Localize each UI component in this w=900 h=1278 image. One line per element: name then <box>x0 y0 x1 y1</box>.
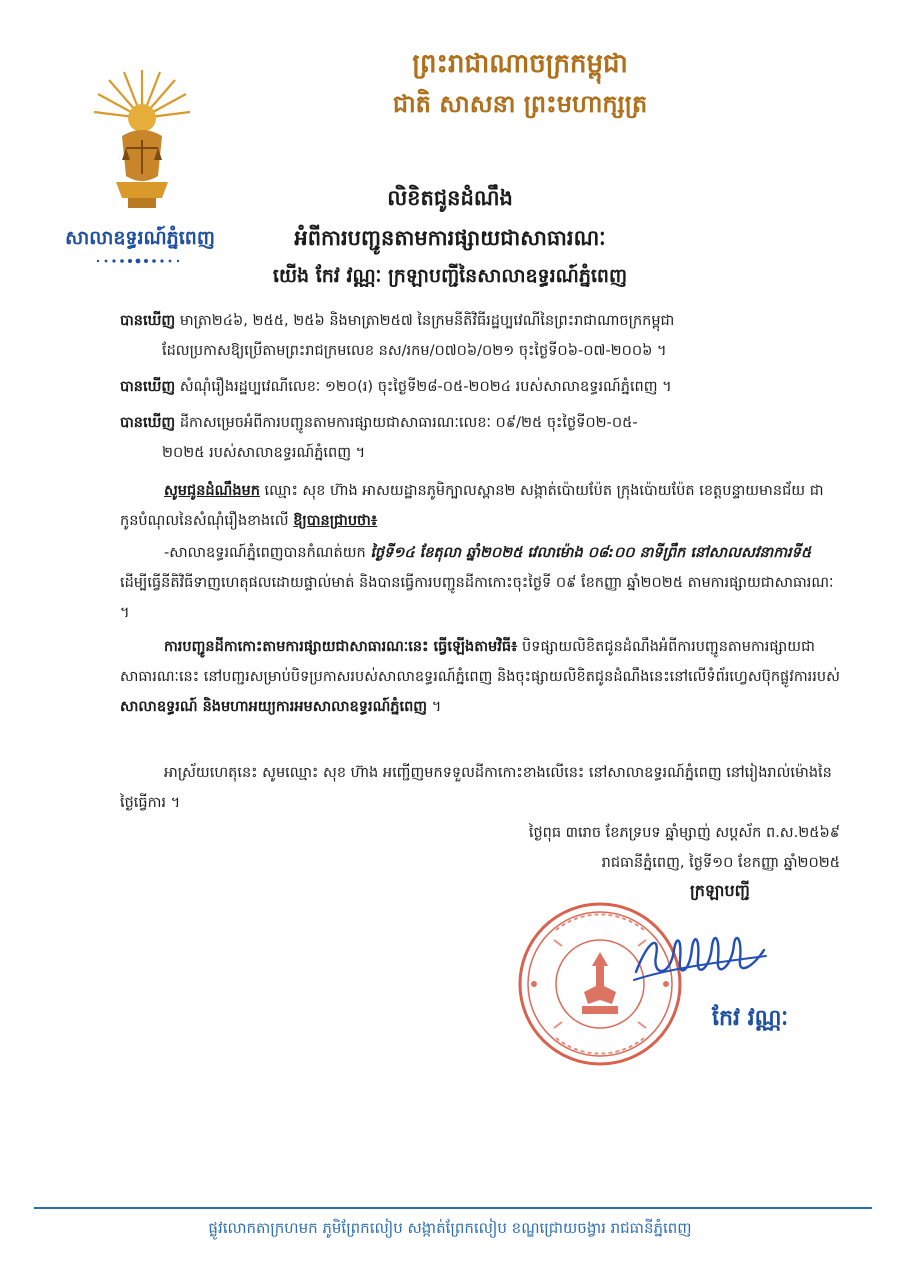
title-line-1: លិខិតជូនដំណឹង <box>387 185 513 210</box>
basis-text: សំណុំរឿងរដ្ឋប្បវេណីលេខៈ ១២០(រ) ចុះថ្ងៃទី២៨-០៥-២០២៤ របស់សាលាឧទ្ធរណ៍ភ្នំពេញ ។ <box>179 379 672 395</box>
lunar-date: ថ្ងៃពុធ ៣រោច ខែភទ្របទ ឆ្នាំម្សាញ់ សប្តស័ក ព.ស.២៥៦៩ <box>528 825 840 841</box>
basis-label: បានឃើញ <box>120 379 176 395</box>
handwritten-signature-icon <box>630 920 770 990</box>
basis-text-cont: ២០២៥ របស់សាលាឧទ្ធរណ៍ភ្នំពេញ ។ <box>162 445 366 461</box>
notice-emphasis: ឱ្យបានជ្រាបថា៖ <box>293 513 378 529</box>
basis-text: ដីកាសម្រេចអំពីការបញ្ជូនតាមការផ្សាយជាសាធារណៈលេខៈ ០៩/២៥ ចុះថ្ងៃទី០២-០៥- <box>179 415 638 431</box>
method-end: ។ <box>427 699 442 715</box>
basis-label: បានឃើញ <box>120 313 176 329</box>
national-motto: ជាតិ សាសនា ព្រះមហាក្សត្រ <box>392 89 648 118</box>
court-emblem-icon <box>92 66 192 214</box>
footer-address: ផ្លូវលោកតាក្រហមក ភូមិព្រែកលៀប សង្កាត់ព្រែកលៀប ខណ្ឌជ្រោយចង្វារ រាជធានីភ្នំពេញ <box>208 1219 692 1237</box>
notice-paragraph <box>120 476 840 536</box>
hearing-prefix: -សាលាឧទ្ធរណ៍ភ្នំពេញបានកំណត់យក <box>164 545 371 561</box>
closing-paragraph: អាស្រ័យហេតុនេះ សូមឈ្មោះ សុខ ហ៊ាង អញ្ជើញមកទទួលដីកាកោះខាងលើនេះ នៅសាលាឧទ្ធរណ៍ភ្នំពេញ នៅរៀងរាល់ម៉ោងនៃថ្ងៃធ្វើការ ។ <box>120 765 832 811</box>
method-body: បិទផ្សាយលិខិតជូនដំណឹងអំពីការបញ្ជូនតាមការផ្សាយជាសាធារណៈនេះ នៅបញ្ជរសម្រាប់បិទប្រកាសរបស់សាលាឧទ្ធរណ៍ភ្នំពេញ និងចុះផ្សាយលិខិតជូនដំណឹងនេះនៅលើទំព័រហ្វេសប៊ុកផ្លូវការរបស់ <box>120 639 840 685</box>
basis-item-2 <box>120 372 840 402</box>
signatory-name: កែវ វណ្ណៈ <box>712 1005 789 1031</box>
solar-date: រាជធានីភ្នំពេញ, ថ្ងៃទី១០ ខែកញ្ញា ឆ្នាំ២០២៥ <box>601 855 840 871</box>
title-line-2: អំពីការបញ្ជូនតាមការផ្សាយជាសាធារណៈ <box>294 225 606 250</box>
basis-label: បានឃើញ <box>120 415 176 431</box>
notice-body: ឈ្មោះ សុខ ហ៊ាង អាសយដ្ឋានភូមិក្បាលស្ពាន២ សង្កាត់ប៉ោយប៉ែត ក្រុងប៉ោយប៉ែត ខេត្តបន្ទាយមានជ័យ ជាកូនបំណុលនៃសំណុំរឿងខាងលើ <box>120 483 824 529</box>
signer-line: យើង កែវ វណ្ណៈ ក្រឡាបញ្ជីនៃសាលាឧទ្ធរណ៍ភ្នំពេញ <box>272 265 628 287</box>
hearing-rest: ដើម្បីធ្វើនីតិវិធីទាញហេតុផលដោយផ្ទាល់មាត់ និងបានធ្វើការបញ្ជូនដីកាកោះចុះថ្ងៃទី ០៩ ខែកញ្ញា ឆ្នាំ២០២៥ តាមការផ្សាយជាសាធារណៈ ។ <box>120 575 834 621</box>
kingdom-header <box>340 44 700 124</box>
basis-text: មាត្រា២៤៦, ២៥៥, ២៥៦ និងមាត្រា២៥៧ នៃក្រមនីតិវិធីរដ្ឋប្បវេណីនៃព្រះរាជាណាចក្រកម្ពុជា <box>179 313 675 329</box>
hearing-date-time: ថ្ងៃទី១៤ ខែតុលា ឆ្នាំ២០២៥ វេលាម៉ោង ០៨:០០ នាទីព្រឹក នៅសាលសវនាការទី៥ <box>370 545 812 561</box>
footer-divider <box>34 1207 872 1209</box>
court-name: សាលាឧទ្ធរណ៍ភ្នំពេញ <box>65 227 215 249</box>
basis-item-1 <box>120 306 840 366</box>
hearing-paragraph <box>120 538 840 628</box>
basis-text-cont: ដែលប្រកាសឱ្យប្រើតាមព្រះរាជក្រមលេខ នស/រកម/០៧០៦/០២១ ចុះថ្ងៃទី០៦-០៧-២០០៦ ។ <box>162 343 667 359</box>
method-paragraph <box>120 632 840 722</box>
date-block <box>420 818 840 878</box>
notice-lead: សូមជូនដំណឹងមក <box>164 483 260 499</box>
method-bold-end: សាលាឧទ្ធរណ៍ និងមហាអយ្យការអមសាលាឧទ្ធរណ៍ភ្នំពេញ <box>120 699 428 715</box>
kingdom-name: ព្រះរាជាណាចក្រកម្ពុជា <box>412 49 628 79</box>
signatory-title: ក្រឡាបញ្ជី <box>690 881 750 900</box>
document-title <box>180 178 720 258</box>
basis-item-3 <box>120 408 840 468</box>
method-lead: ការបញ្ជូនដីកាកោះតាមការផ្សាយជាសាធារណៈនេះ ធ្វើឡើងតាមវិធី៖ <box>164 639 518 655</box>
